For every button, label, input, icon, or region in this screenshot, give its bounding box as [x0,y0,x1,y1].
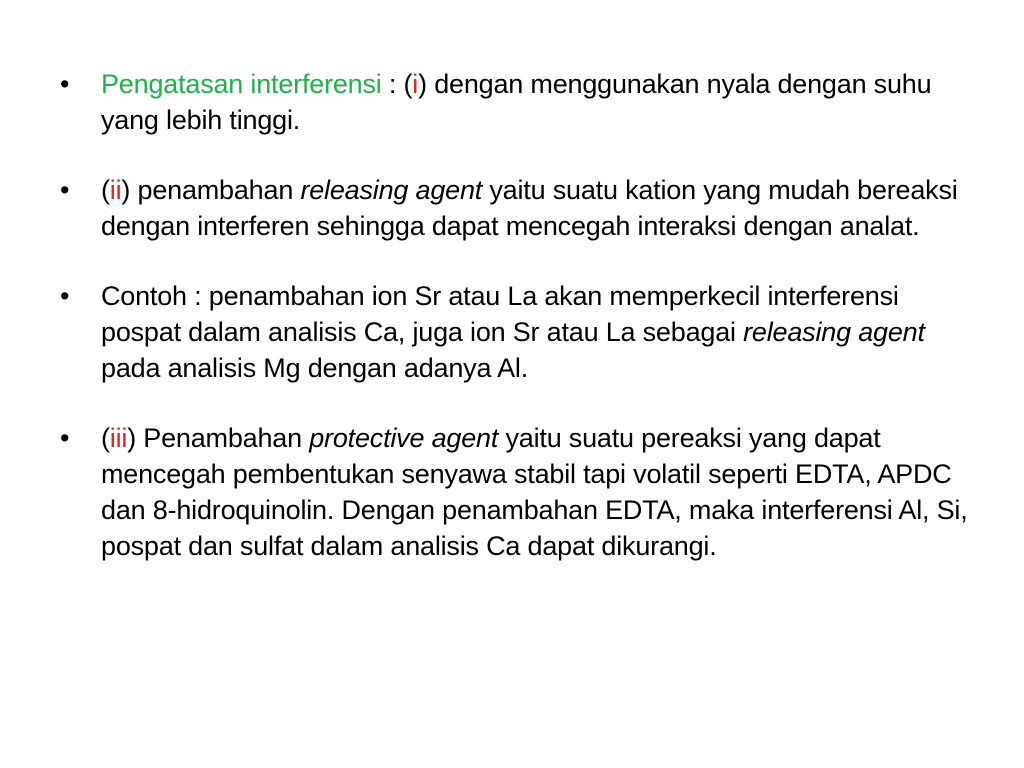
italic-term: protective agent [309,423,499,453]
bullet-text: ( [101,175,110,205]
bullet-text: ) dengan menggunakan nyala dengan suhu yang lebih tinggi. [101,69,932,135]
italic-term: releasing agent [743,317,925,347]
bullet-text: yaitu suatu pereaksi yang dapat mencegah pembentukan senyawa stabil tapi volatil seperti EDTA, APDC dan 8-hidroquinolin. Dengan penambahan EDTA, maka interferensi Al, Si, pospat dan sulfat dalam analisis Ca dapat dikurangi. [101,423,968,561]
bullet-text: : ( [381,69,413,99]
roman-numeral: i [412,69,419,99]
bullet-item-1 [0,66,1024,138]
bullet-item-2 [0,172,1024,244]
bullet-text: ) penambahan [121,175,301,205]
bullet-list [0,66,1024,564]
bullet-icon: • [60,175,70,205]
bullet-item-4 [0,420,1024,564]
bullet-icon: • [60,281,70,311]
highlight-text: Pengatasan interferensi [101,69,382,99]
roman-numeral: iii [109,423,128,453]
bullet-text: ( [101,423,110,453]
bullet-icon: • [60,423,70,453]
bullet-text: Contoh : penambahan ion Sr atau La akan memperkecil interferensi pospat dalam analisis Ca, juga ion Sr atau La sebagai [101,281,899,347]
italic-term: releasing agent [300,175,483,205]
bullet-text: yaitu suatu kation yang mudah bereaksi dengan interferen sehingga dapat mencegah interaksi dengan analat. [101,175,958,241]
bullet-item-3 [0,278,1024,386]
bullet-text: pada analisis Mg dengan adanya Al. [101,353,529,383]
roman-numeral: ii [109,175,122,205]
bullet-text: ) Penambahan [127,423,310,453]
bullet-icon: • [60,69,70,99]
